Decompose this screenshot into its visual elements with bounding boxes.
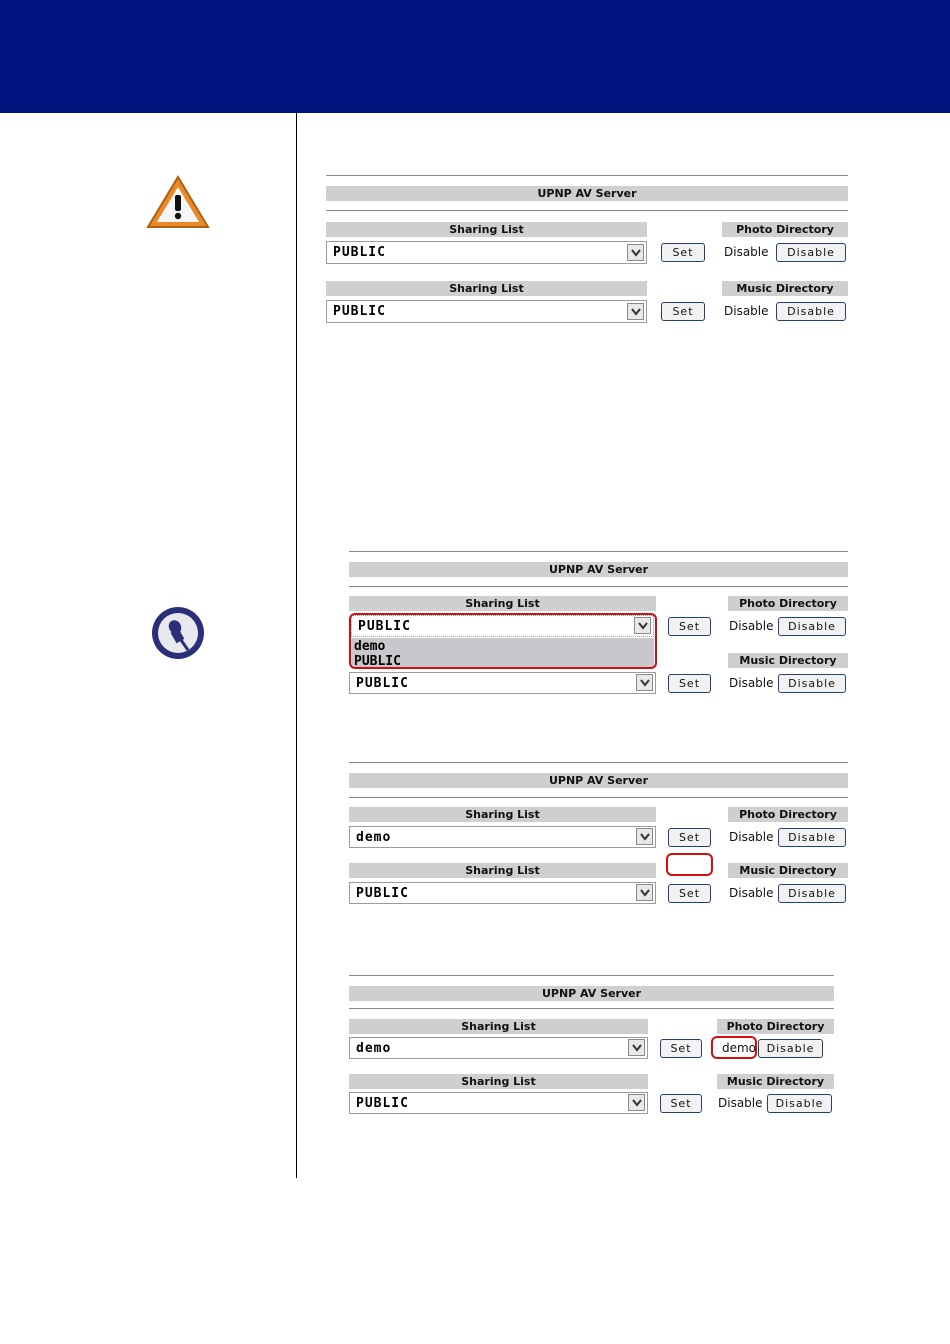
select-value: PUBLIC bbox=[356, 886, 409, 901]
disable-button[interactable]: Disable bbox=[776, 243, 846, 262]
sharing-list-label: Sharing List bbox=[349, 863, 656, 878]
select-value: demo bbox=[356, 1041, 392, 1056]
set-button[interactable]: Set bbox=[668, 828, 711, 847]
dropdown-option[interactable]: PUBLIC bbox=[354, 655, 401, 667]
set-button[interactable]: Set bbox=[661, 302, 705, 321]
disable-button[interactable]: Disable bbox=[778, 884, 846, 903]
panel-rule bbox=[349, 551, 848, 552]
photo-directory-label: Photo Directory bbox=[722, 222, 848, 237]
panel-rule bbox=[349, 762, 848, 763]
photo-directory-label: Photo Directory bbox=[728, 807, 848, 822]
panel-rule bbox=[326, 210, 848, 211]
dropdown-option[interactable]: demo bbox=[354, 639, 386, 654]
select-value: PUBLIC bbox=[356, 1096, 409, 1111]
music-directory-label: Music Directory bbox=[728, 653, 848, 668]
directory-status: Disable bbox=[724, 245, 769, 259]
select-value: demo bbox=[356, 830, 392, 845]
sharing-list-label: Sharing List bbox=[349, 596, 656, 611]
panel-rule bbox=[349, 975, 834, 976]
select-value: PUBLIC bbox=[333, 245, 386, 260]
panel-rule bbox=[326, 175, 848, 176]
highlight-box bbox=[666, 853, 713, 876]
set-button[interactable]: Set bbox=[668, 617, 711, 636]
directory-status: Disable bbox=[724, 304, 769, 318]
set-button[interactable]: Set bbox=[668, 884, 711, 903]
select-value: PUBLIC bbox=[358, 619, 411, 634]
sharing-list-select[interactable] bbox=[349, 672, 656, 694]
sharing-list-label: Sharing List bbox=[326, 281, 647, 296]
disable-button[interactable]: Disable bbox=[767, 1094, 832, 1113]
sharing-list-select[interactable] bbox=[349, 882, 656, 904]
set-button[interactable]: Set bbox=[660, 1094, 702, 1113]
panel-rule bbox=[349, 797, 848, 798]
set-button[interactable]: Set bbox=[668, 674, 711, 693]
directory-status: Disable bbox=[729, 886, 774, 900]
select-value: PUBLIC bbox=[356, 676, 409, 691]
music-directory-label: Music Directory bbox=[728, 863, 848, 878]
disable-button[interactable]: Disable bbox=[778, 674, 846, 693]
chevron-down-icon[interactable] bbox=[628, 1094, 645, 1111]
disable-button[interactable]: Disable bbox=[758, 1039, 823, 1058]
music-directory-label: Music Directory bbox=[722, 281, 848, 296]
column-divider bbox=[296, 113, 297, 1178]
panel-header: UPNP AV Server bbox=[349, 773, 848, 788]
upnp-panel-4 bbox=[349, 975, 834, 1125]
sharing-list-label: Sharing List bbox=[349, 807, 656, 822]
photo-directory-label: Photo Directory bbox=[717, 1019, 834, 1034]
directory-status: Disable bbox=[718, 1096, 763, 1110]
disable-button[interactable]: Disable bbox=[778, 828, 846, 847]
chevron-down-icon[interactable] bbox=[636, 828, 653, 845]
select-value: PUBLIC bbox=[333, 304, 386, 319]
directory-status: Disable bbox=[729, 619, 774, 633]
chevron-down-icon[interactable] bbox=[636, 884, 653, 901]
pushpin-note-icon bbox=[150, 605, 206, 661]
warning-icon bbox=[146, 175, 210, 229]
panel-rule bbox=[349, 586, 848, 587]
directory-status: Disable bbox=[729, 676, 774, 690]
set-button[interactable]: Set bbox=[661, 243, 705, 262]
sharing-list-select[interactable] bbox=[326, 300, 647, 323]
panel-header: UPNP AV Server bbox=[349, 986, 834, 1001]
chevron-down-icon[interactable] bbox=[627, 303, 644, 320]
directory-status: demo bbox=[721, 1041, 757, 1055]
top-banner bbox=[0, 0, 950, 113]
sharing-list-select[interactable] bbox=[349, 826, 656, 848]
music-directory-label: Music Directory bbox=[717, 1074, 834, 1089]
disable-button[interactable]: Disable bbox=[776, 302, 846, 321]
sharing-list-label: Sharing List bbox=[349, 1074, 648, 1089]
sharing-list-select[interactable] bbox=[326, 241, 647, 264]
directory-status: Disable bbox=[729, 830, 774, 844]
upnp-panel-3 bbox=[349, 762, 848, 912]
sharing-list-label: Sharing List bbox=[349, 1019, 648, 1034]
panel-header: UPNP AV Server bbox=[326, 186, 848, 201]
highlight-box bbox=[711, 1036, 757, 1059]
upnp-panel-1 bbox=[326, 175, 848, 325]
sharing-list-select[interactable] bbox=[349, 1092, 648, 1114]
panel-header: UPNP AV Server bbox=[349, 562, 848, 577]
chevron-down-icon[interactable] bbox=[628, 1039, 645, 1056]
upnp-panel-2 bbox=[349, 551, 848, 701]
sharing-list-select[interactable] bbox=[349, 1037, 648, 1059]
sharing-list-label: Sharing List bbox=[326, 222, 647, 237]
chevron-down-icon[interactable] bbox=[627, 244, 644, 261]
chevron-down-icon[interactable] bbox=[636, 674, 653, 691]
disable-button[interactable]: Disable bbox=[778, 617, 846, 636]
set-button[interactable]: Set bbox=[660, 1039, 702, 1058]
panel-rule bbox=[349, 1008, 834, 1009]
highlight-box bbox=[349, 613, 657, 669]
photo-directory-label: Photo Directory bbox=[728, 596, 848, 611]
